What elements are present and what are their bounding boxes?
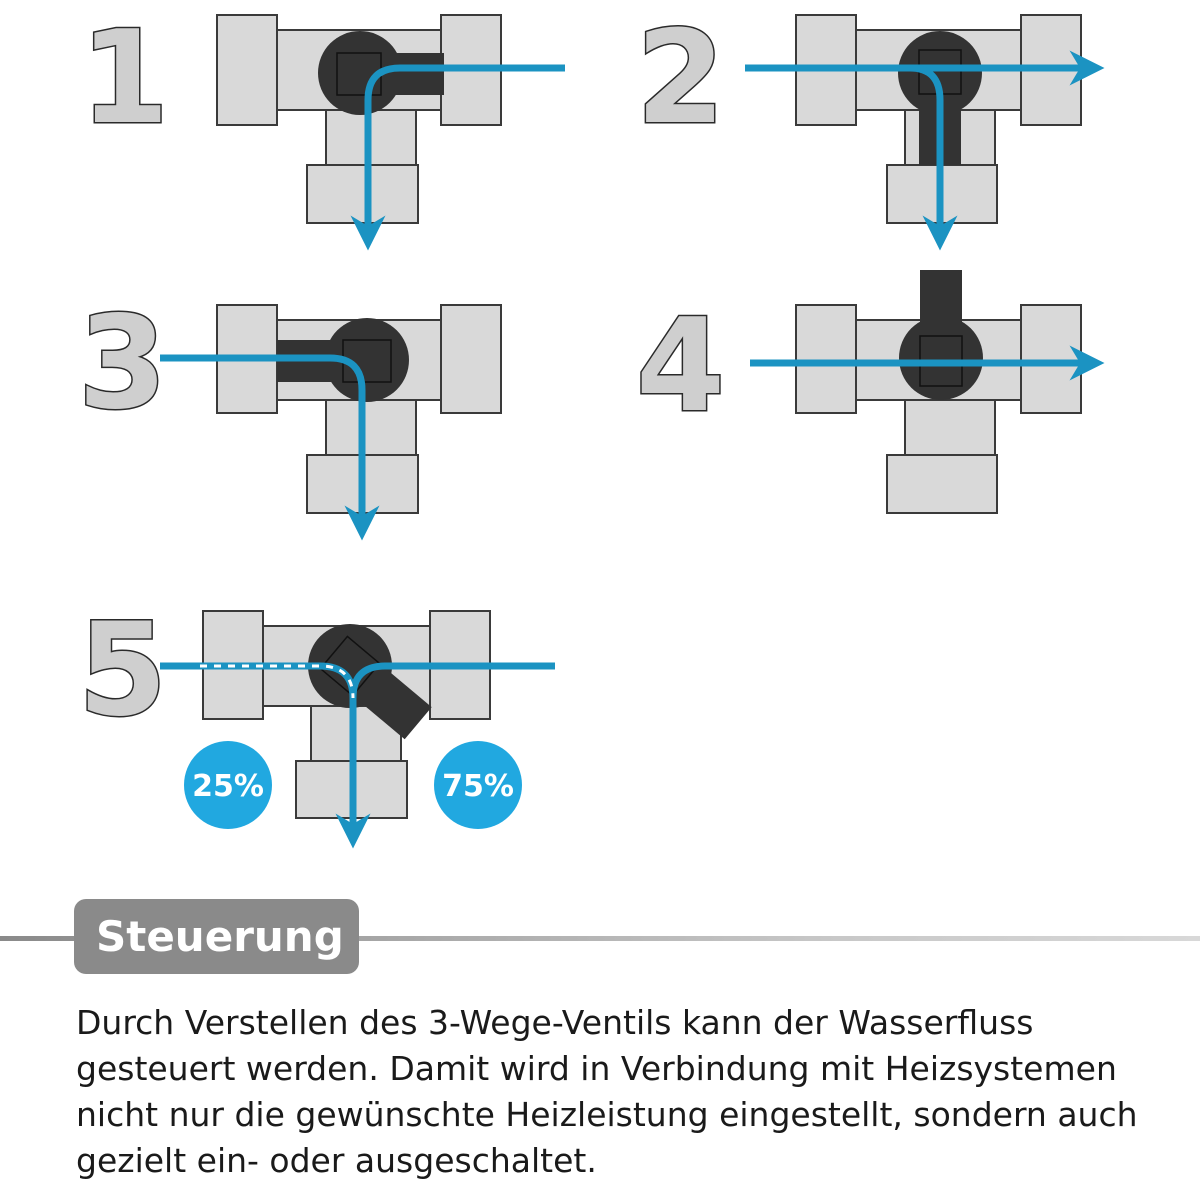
section-title: Steuerung: [74, 899, 359, 974]
step-number-4: 4: [636, 292, 726, 441]
step-5: [78, 596, 555, 838]
badge-75: [434, 741, 522, 829]
badge-75-label: 75%: [442, 769, 514, 804]
step-number-5: 5: [78, 596, 168, 745]
step-2: [636, 4, 1094, 240]
badge-25: [184, 741, 272, 829]
step-1: [80, 4, 565, 240]
step-number-1: 1: [80, 4, 170, 153]
section-description: Durch Verstellen des 3-Wege-Ventils kann der Wasserfluss gesteuert werden. Damit wird in Verbindung mit Heizsystemen nicht nur die gewünschte Heizleistung eingestellt, sondern auch gezielt ein- oder ausgeschaltet.: [76, 1003, 1138, 1180]
step-number-2: 2: [636, 4, 726, 153]
step-3: [78, 289, 501, 530]
step-4: [636, 270, 1094, 513]
badge-25-label: 25%: [192, 769, 264, 804]
step-number-3: 3: [78, 289, 168, 438]
valve-handle-4: [899, 270, 983, 400]
